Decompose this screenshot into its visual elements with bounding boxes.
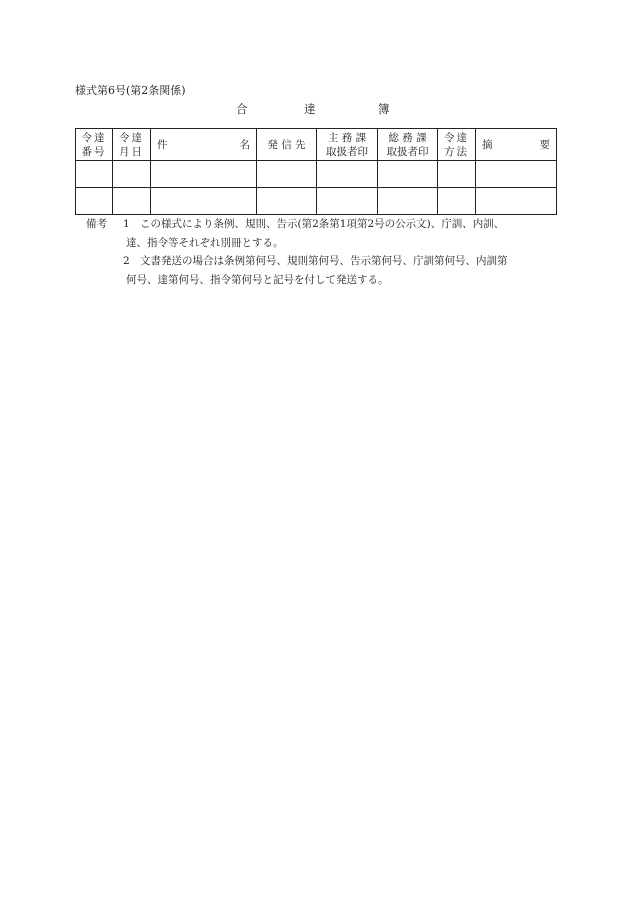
note-text-line: この様式により条例、規則、告示(第2条第1項第2号の公示文)、庁訓、内訓、 (140, 218, 505, 230)
table-cell[interactable] (476, 188, 557, 215)
header-subject: 件 名 (151, 129, 257, 161)
header-sender: 発 信 先 (257, 129, 317, 161)
note-text-line: 文書発送の場合は条例第何号、規則第何号、告示第何号、庁訓第何号、内訓第 (140, 255, 508, 267)
header-row (76, 129, 557, 161)
notes-label: 備考 (86, 218, 107, 230)
note-text-line: 何号、達第何号、指令第何号と記号を付して発送する。 (126, 273, 389, 286)
table-cell[interactable] (476, 161, 557, 188)
note-number: 1 (123, 218, 130, 230)
title-char-2: 達 (304, 102, 316, 116)
header-remarks: 摘 要 (476, 129, 557, 161)
table-cell[interactable] (76, 161, 113, 188)
table-cell[interactable] (257, 188, 317, 215)
header-main-section-stamp: 主 務 課 取扱者印 (317, 129, 378, 161)
table-cell[interactable] (438, 161, 476, 188)
note-item-1 (123, 215, 566, 252)
table-cell[interactable] (257, 161, 317, 188)
table-cell[interactable] (378, 161, 438, 188)
table-cell[interactable] (76, 188, 113, 215)
table-cell[interactable] (438, 188, 476, 215)
table-row (76, 188, 557, 215)
header-general-affairs-stamp: 総 務 課 取扱者印 (378, 129, 438, 161)
header-order-method: 令達 方法 (438, 129, 476, 161)
header-order-number: 令達 番号 (76, 129, 113, 161)
title-char-3: 簿 (378, 102, 390, 116)
table-cell[interactable] (151, 188, 257, 215)
header-order-date: 令達 月日 (113, 129, 151, 161)
table-cell[interactable] (151, 161, 257, 188)
table-cell[interactable] (378, 188, 438, 215)
form-number: 様式第6号(第2条関係) (75, 84, 186, 97)
title-char-1: 合 (236, 102, 248, 116)
table-cell[interactable] (113, 188, 151, 215)
table-cell[interactable] (317, 161, 378, 188)
note-number: 2 (123, 255, 130, 267)
document-title (230, 101, 390, 117)
note-item-2 (123, 252, 566, 289)
table-row (76, 161, 557, 188)
table-cell[interactable] (113, 161, 151, 188)
note-text-line: 達、指令等それぞれ別冊とする。 (126, 236, 284, 249)
table-cell[interactable] (317, 188, 378, 215)
ledger-table (75, 128, 557, 215)
